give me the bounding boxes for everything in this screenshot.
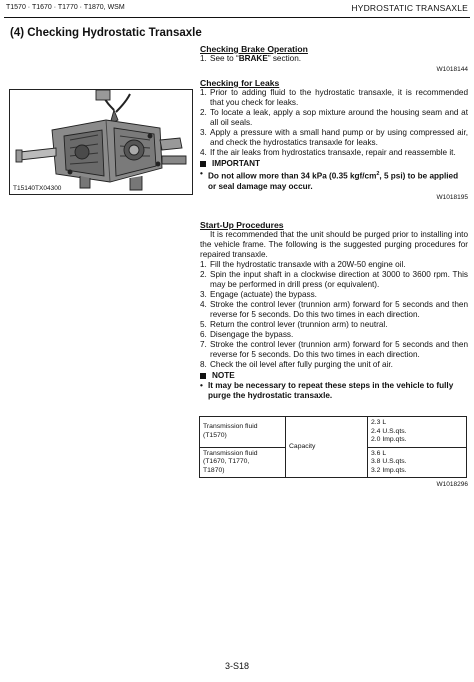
transaxle-illustration xyxy=(10,90,193,195)
page-number: 3-S18 xyxy=(224,661,250,671)
note-heading xyxy=(200,371,468,381)
header-models: T1570 · T1670 · T1770 · T1870, WSM xyxy=(6,4,125,11)
fluid-label: Transmission fluid xyxy=(203,449,258,457)
fluid-model: T1870) xyxy=(203,466,225,474)
startup-title: Start-Up Procedures xyxy=(200,220,284,230)
leaks-title: Checking for Leaks xyxy=(200,78,280,88)
startup-item xyxy=(200,270,468,290)
startup-item-text: Return the control lever (trunnion arm) to neutral. xyxy=(210,320,388,329)
leaks-item xyxy=(200,148,468,158)
bullet-icon: • xyxy=(200,381,203,390)
important-label: IMPORTANT xyxy=(212,159,261,168)
startup-item-num: 7. xyxy=(200,340,207,349)
value-liters: 3.6 L xyxy=(371,449,387,457)
leaks-section xyxy=(200,78,468,203)
brake-item-num: 1. xyxy=(200,54,207,63)
leaks-item-num: 1. xyxy=(200,88,207,97)
value-us-qts: 2.4 U.S.qts. xyxy=(371,427,407,435)
value-us-qts: 3.8 U.S.qts. xyxy=(371,458,407,465)
important-bullet xyxy=(200,169,468,192)
header-section: HYDROSTATIC TRANSAXLE xyxy=(351,3,468,13)
important-heading xyxy=(200,159,468,169)
brake-item xyxy=(200,54,468,64)
startup-item-num: 1. xyxy=(200,260,207,269)
startup-item xyxy=(200,260,468,270)
startup-item-text: Engage (actuate) the bypass. xyxy=(210,290,317,299)
leaks-item-num: 3. xyxy=(200,128,207,137)
startup-item xyxy=(200,340,468,360)
leaks-item-num: 4. xyxy=(200,148,207,157)
leaks-item-text: Apply a pressure with a small hand pump or by using compressed air, and check the hydrostatics transaxle for leaks. xyxy=(210,128,468,147)
transaxle-figure xyxy=(9,89,193,195)
brake-code: W1018144 xyxy=(436,66,468,73)
leaks-item-num: 2. xyxy=(200,108,207,117)
startup-item xyxy=(200,330,468,340)
note-label: NOTE xyxy=(212,371,235,380)
startup-item-num: 8. xyxy=(200,360,207,369)
leaks-item xyxy=(200,88,468,108)
value-imp-qts: 3.2 Imp.qts. xyxy=(371,466,407,474)
startup-item-num: 4. xyxy=(200,300,207,309)
table-cell-capacity: Capacity xyxy=(286,417,368,478)
startup-item xyxy=(200,320,468,330)
brake-item-post: ” section. xyxy=(267,54,302,63)
capacity-table xyxy=(199,416,467,478)
startup-item-text: Stroke the control lever (trunnion arm) forward for 5 seconds and then reverse for 5 seconds. Do this two times in each direction. xyxy=(210,300,468,319)
important-text-post: , 5 psi) to be applied or seal damage may occur. xyxy=(208,171,459,191)
note-square-icon xyxy=(200,373,206,379)
value-liters: 2.3 L xyxy=(371,419,387,426)
fluid-label: Transmission fluid xyxy=(203,423,258,431)
bullet-icon: • xyxy=(200,169,203,178)
table-code: W1018296 xyxy=(436,481,468,488)
note-text: It may be necessary to repeat these steps in the vehicle to fully purge the hydrostatic transaxle. xyxy=(208,381,454,400)
brake-section xyxy=(200,44,468,75)
brake-title: Checking Brake Operation xyxy=(200,44,308,54)
important-text-sup: 2 xyxy=(376,171,380,177)
page-title: (4) Checking Hydrostatic Transaxle xyxy=(10,27,202,39)
startup-item-text: Check the oil level after fully purging the unit of air. xyxy=(210,360,393,369)
leaks-item xyxy=(200,108,468,128)
startup-intro: It is recommended that the unit should be purged prior to installing into the vehicle frame. The following is the suggested purging procedures for repaired transaxle. xyxy=(200,230,468,259)
table-row xyxy=(200,417,467,448)
note-bullet xyxy=(200,381,468,401)
leaks-item-text: To locate a leak, apply a sop mixture around the housing seam and at all oil seals. xyxy=(210,108,468,127)
value-imp-qts: 2.0 Imp.qts. xyxy=(371,436,407,443)
startup-item xyxy=(200,290,468,300)
fluid-model: (T1570) xyxy=(203,431,227,439)
leaks-item-text: If the air leaks from hydrostatics transaxle, repair and reassemble it. xyxy=(210,148,456,157)
startup-item-num: 5. xyxy=(200,320,207,329)
table-cell-fluid xyxy=(200,447,286,478)
startup-item-num: 3. xyxy=(200,290,207,299)
startup-item-text: Disengage the bypass. xyxy=(210,330,294,339)
table-cell-values xyxy=(368,417,467,448)
important-text-pre: Do not allow more than 34 kPa (0.35 kgf/cm xyxy=(208,171,377,181)
figure-code: T15140TX04300 xyxy=(13,185,62,192)
startup-item-text: Stroke the control lever (trunnion arm) forward for 5 seconds and then reverse for 5 seconds. Do this two times in each direction. xyxy=(210,340,468,359)
startup-item-num: 2. xyxy=(200,270,207,279)
startup-item xyxy=(200,360,468,370)
startup-section xyxy=(200,220,468,401)
brake-item-bold: BRAKE xyxy=(238,54,268,63)
fluid-model: (T1670, T1770, xyxy=(203,458,250,465)
brake-item-pre: See to “ xyxy=(210,54,239,63)
leaks-item-text: Prior to adding fluid to the hydrostatic transaxle, it is recommended that you check for leaks. xyxy=(210,88,468,107)
table-cell-values xyxy=(368,447,467,478)
note-square-icon xyxy=(200,161,206,167)
startup-item-text: Spin the input shaft in a clockwise direction at 3000 to 3600 rpm. This may be performed in drill press (or equivalent). xyxy=(210,270,468,289)
startup-item xyxy=(200,300,468,320)
table-cell-fluid xyxy=(200,417,286,448)
header-rule xyxy=(4,17,470,18)
leaks-item xyxy=(200,128,468,148)
startup-item-num: 6. xyxy=(200,330,207,339)
leaks-code: W1018195 xyxy=(436,193,468,201)
startup-item-text: Fill the hydrostatic transaxle with a 20W-50 engine oil. xyxy=(210,260,406,269)
